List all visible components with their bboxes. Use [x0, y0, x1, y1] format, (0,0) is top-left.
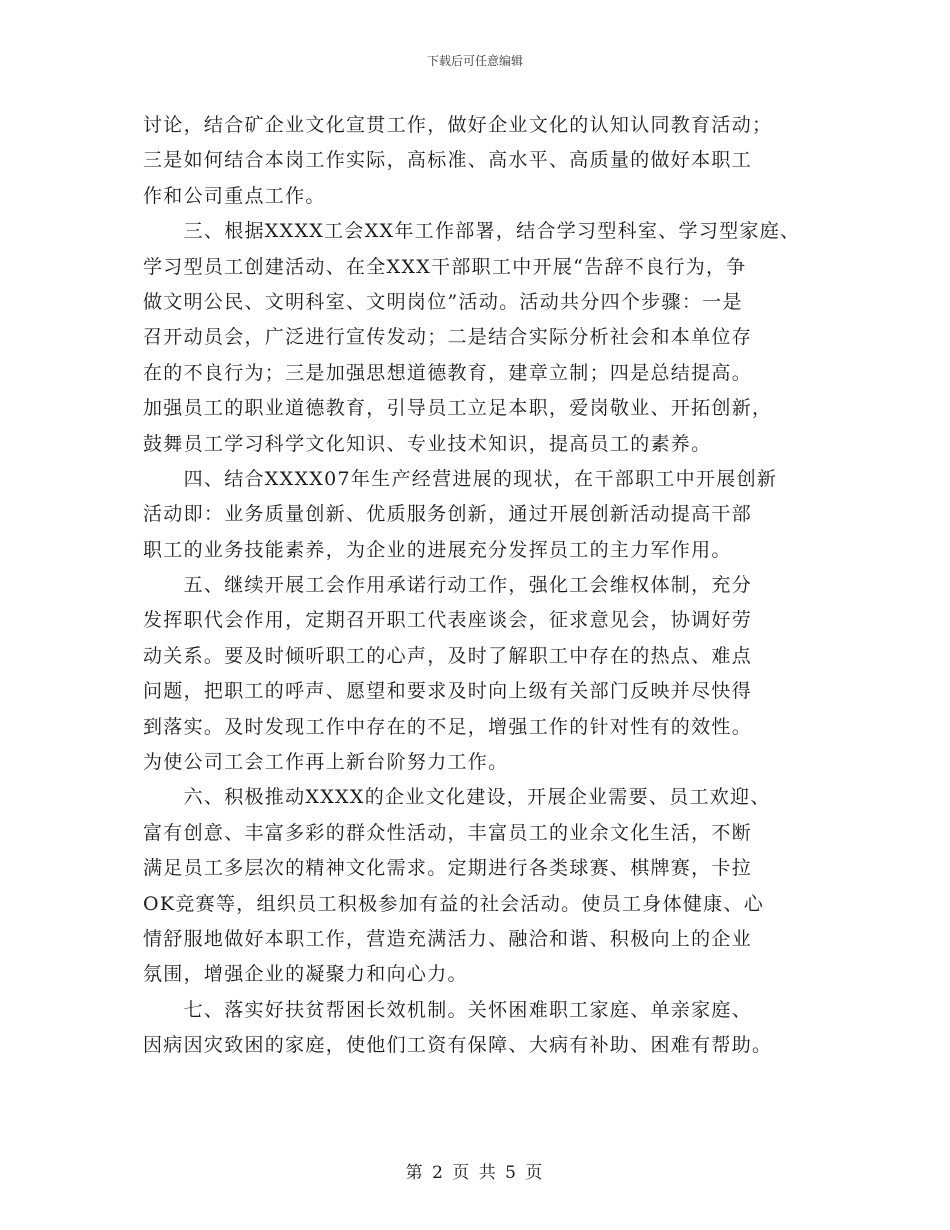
text-line: 为使公司工会工作再上新台阶努力工作。	[143, 751, 509, 774]
text-line: 在的不良行为；三是加强思想道德教育，建章立制；四是总结提高。	[143, 361, 753, 384]
text-line: 富有创意、丰富多彩的群众性活动，丰富员工的业余文化生活，不断	[143, 821, 753, 844]
text-line: 加强员工的职业道德教育，引导员工立足本职，爱岗敬业、开拓创新，	[143, 397, 773, 420]
text-line: 发挥职代会作用，定期召开职工代表座谈会，征求意见会，协调好劳	[143, 609, 753, 632]
text-line: 做文明公民、文明科室、文明岗位”活动。活动共分四个步骤：一是	[143, 290, 743, 313]
text-line: 讨论，结合矿企业文化宣贯工作，做好企业文化的认知认同教育活动；	[143, 114, 773, 136]
text-line: 氛围，增强企业的凝聚力和向心力。	[143, 963, 468, 986]
page-number: 第 2 页 共 5 页	[405, 1163, 545, 1183]
text-line: 六、积极推动XXXX的企业文化建设，开展企业需要、员工欢迎、	[143, 786, 771, 809]
text-line: 三、根据XXXX工会XX年工作部署，结合学习型科室、学习型家庭、	[143, 220, 801, 243]
text-line: OK竞赛等，组织员工积极参加有益的社会活动。使员工身体健康、心	[143, 892, 765, 915]
document-body	[143, 108, 823, 1064]
text-line: 问题，把职工的呼声、愿望和要求及时向上级有关部门反映并尽快得	[143, 680, 753, 703]
text-line: 鼓舞员工学习科学文化知识、专业技术知识，提高员工的素养。	[143, 432, 712, 455]
text-line: 五、继续开展工会作用承诺行动工作，强化工会维权体制，充分	[143, 574, 753, 597]
text-line: 情舒服地做好本职工作，营造充满活力、融洽和谐、积极向上的企业	[143, 927, 753, 950]
text-line: 四、结合XXXX07年生产经营进展的现状，在干部职工中开展创新	[143, 467, 778, 490]
text-line: 召开动员会，广泛进行宣传发动；二是结合实际分析社会和本单位存	[143, 326, 753, 349]
text-line: 活动即：业务质量创新、优质服务创新，通过开展创新活动提高干部	[143, 503, 753, 526]
text-line: 到落实。及时发现工作中存在的不足，增强工作的针对性有的效性。	[143, 715, 753, 738]
page-header: 下载后可任意编辑	[426, 54, 523, 68]
text-line: 作和公司重点工作。	[143, 184, 326, 207]
text-line: 职工的业务技能素养，为企业的进展充分发挥员工的主力军作用。	[143, 538, 732, 561]
text-line: 因病因灾致困的家庭，使他们工资有保障、大病有补助、困难有帮助。	[143, 1034, 773, 1057]
text-line: 三是如何结合本岗工作实际，高标准、高水平、高质量的做好本职工	[143, 149, 753, 172]
text-line: 七、落实好扶贫帮困长效机制。关怀困难职工家庭、单亲家庭、	[143, 998, 753, 1021]
text-line: 动关系。要及时倾听职工的心声，及时了解职工中存在的热点、难点	[143, 644, 753, 667]
text-line: 学习型员工创建活动、在全XXX干部职工中开展“告辞不良行为，争	[143, 255, 747, 278]
text-line: 满足员工多层次的精神文化需求。定期进行各类球赛、棋牌赛，卡拉	[143, 857, 753, 880]
